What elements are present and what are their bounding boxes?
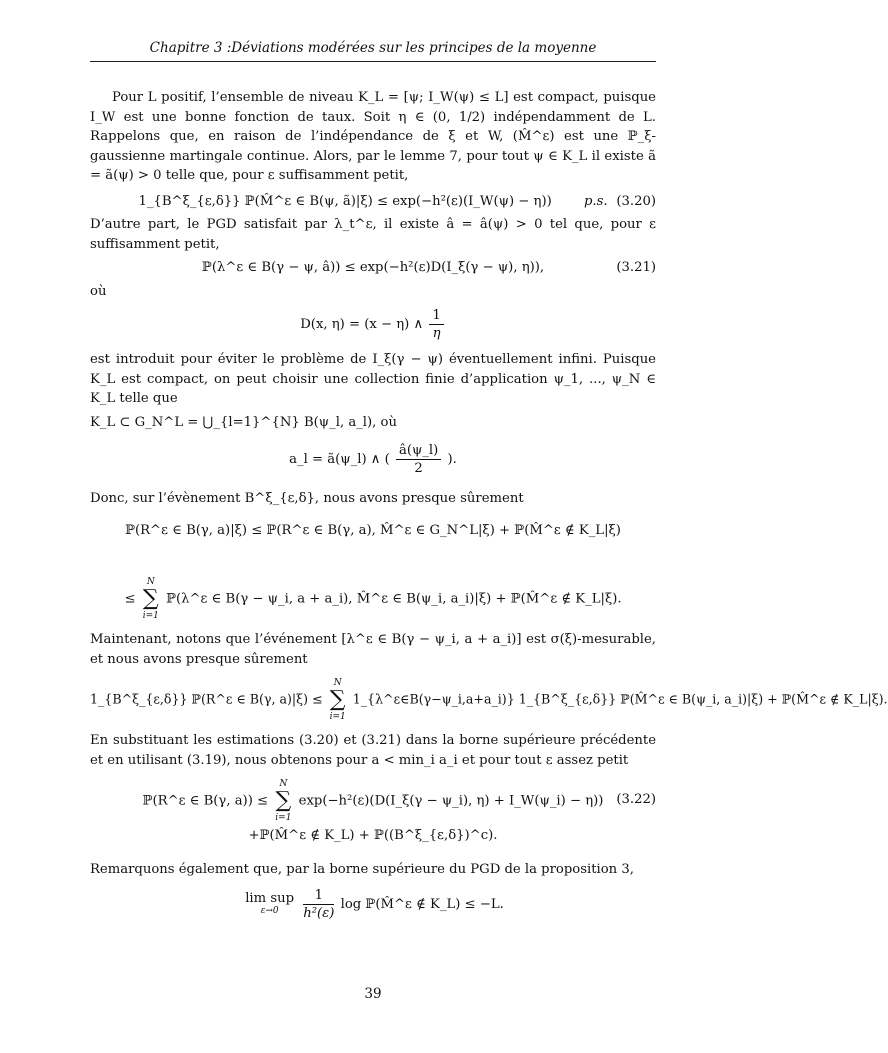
equation-C-right: 1_{λ^ε∈B(γ−ψ_i,a+a_i)} 1_{B^ξ_{ε,δ}} ℙ(M̂^ε ∈ B(ψ_i, a_i)|ξ) + ℙ(M̂^ε ∉ K_L|ξ). — [352, 691, 888, 707]
equation-A — [90, 521, 656, 541]
equation-B-left: ≤ — [124, 591, 136, 607]
equation-B-right: ℙ(λ^ε ∈ B(γ − ψ_i, a + a_i), M̂^ε ∈ B(ψ_i, a_i)|ξ) + ℙ(M̂^ε ∉ K_L|ξ). — [166, 591, 622, 607]
header-rule — [90, 61, 656, 62]
sum-operator-C — [330, 677, 346, 723]
sum-3-22-sigma: ∑ — [275, 788, 292, 813]
equation-3-22-line2 — [90, 826, 656, 846]
equation-F-denominator: h²(ε) — [303, 906, 335, 921]
limsup-operator — [245, 890, 295, 917]
paragraph-5: Donc, sur l’évènement B^ξ_{ε,δ}, nous avons presque sûrement — [90, 491, 524, 506]
page-body — [90, 88, 888, 922]
equation-3-21-body: ℙ(λ^ε ∈ B(γ − ψ, â)) ≤ exp(−h²(ε)D(I_ξ(γ − ψ), η)), — [201, 260, 545, 275]
equation-3-22-right: exp(−h²(ε)(D(I_ξ(γ − ψ_i), η) + I_W(ψ_i) − η)) — [298, 793, 604, 809]
paragraph-4-union — [90, 413, 656, 433]
equation-3-20 — [90, 192, 656, 212]
equation-al-numerator: â(ψ_l) — [396, 442, 441, 460]
limsup-subscript: ε→0 — [260, 905, 279, 916]
sum-operator-3-22 — [275, 778, 291, 824]
sum-3-22-upper: N — [279, 779, 288, 789]
equation-D-denominator: η — [432, 326, 441, 341]
sum-B-sigma: ∑ — [142, 586, 159, 611]
equation-number-3-20: (3.20) — [616, 193, 656, 209]
equation-F-right: log ℙ(M̂^ε ∉ K_L) ≤ −L. — [340, 897, 504, 912]
sum-C-upper: N — [333, 678, 342, 688]
equation-al — [90, 442, 656, 477]
paragraph-3: où — [90, 283, 107, 299]
equation-D-numerator: 1 — [429, 307, 443, 325]
equation-al-right: ). — [447, 452, 457, 467]
equation-number-3-22: (3.22) — [616, 792, 656, 807]
equation-al-denominator: 2 — [414, 461, 423, 476]
paragraph-2: D’autre part, le PGD satisfait par λ_t^ε, il existe â = â(ψ) > 0 tel que, pour ε suffisamment petit, — [90, 217, 656, 252]
paragraph-4: est introduit pour éviter le problème de I_ξ(γ − ψ) éventuellement infini. Puisque K_L est compact, on peut choisir une collection finie d’application ψ_1, ..., ψ_N ∈ K_L telle que — [90, 352, 656, 406]
equation-F — [90, 887, 656, 922]
equation-A-body: ℙ(R^ε ∈ B(γ, a)|ξ) ≤ ℙ(R^ε ∈ B(γ, a), M̂^ε ∈ G_N^L|ξ) + ℙ(M̂^ε ∉ K_L|ξ) — [125, 522, 621, 538]
paragraph-1: Pour L positif, l’ensemble de niveau K_L = [ψ; I_W(ψ) ≤ L] est compact, puisque I_W est une bonne fonction de taux. Soit η ∈ (0, 1/2) indépendamment de L. Rappelons que, en raison de l’indépendance de ξ et W, (M̂^ε) est une ℙ_ξ-gaussienne martingale continue. Alors, par le lemme 7, pour tout ψ ∈ K_L il existe ã = ã(ψ) > 0 telle que, pour ε suffisamment petit, — [90, 90, 656, 183]
paragraph-7: En substituant les estimations (3.20) et (3.21) dans la borne supérieure précédente et en utilisant (3.19), nous obtenons pour a < min_i a_i et pour tout ε assez petit — [90, 733, 656, 768]
equation-C-left: 1_{B^ξ_{ε,δ}} ℙ(R^ε ∈ B(γ, a)|ξ) ≤ — [90, 691, 323, 707]
equation-3-22-line2-body: +ℙ(M̂^ε ∉ K_L) + ℙ((B^ξ_{ε,δ})^c). — [248, 828, 498, 843]
paragraph-6: Maintenant, notons que l’événement [λ^ε ∈ B(γ − ψ_i, a + a_i)] est σ(ξ)-mesurable, et nous avons presque sûrement — [90, 632, 656, 667]
equation-D — [90, 307, 656, 342]
equation-B — [90, 576, 656, 622]
limsup-label: lim sup — [245, 890, 295, 906]
paragraph-4-where: , où — [372, 414, 397, 430]
equation-number-3-21: (3.21) — [616, 260, 656, 275]
sum-operator-B — [143, 576, 159, 622]
equation-D-fraction — [429, 307, 443, 342]
equation-3-20-body: 1_{B^ξ_{ε,δ}} ℙ(M̂^ε ∈ B(ψ, ã)|ξ) ≤ exp(−h²(ε)(I_W(ψ) − η)) — [138, 193, 552, 209]
equation-3-22-left: ℙ(R^ε ∈ B(γ, a)) ≤ — [142, 793, 269, 809]
paragraph-8: Remarquons également que, par la borne supérieure du PGD de la proposition 3, — [90, 861, 634, 877]
sum-C-sigma: ∑ — [329, 687, 346, 712]
equation-KL: K_L ⊂ G_N^L = ⋃_{l=1}^{N} B(ψ_l, a_l) — [90, 414, 373, 430]
equation-3-21 — [90, 258, 656, 278]
page-number: 39 — [364, 986, 382, 1002]
equation-al-left: a_l = ã(ψ_l) ∧ ( — [289, 452, 390, 467]
equation-3-20-ps: p.s. — [583, 193, 608, 209]
equation-C — [90, 677, 888, 723]
sum-C-lower: i=1 — [329, 712, 346, 722]
equation-D-left: D(x, η) = (x − η) ∧ — [300, 317, 424, 332]
sum-B-upper: N — [146, 577, 155, 587]
equation-al-fraction — [396, 442, 441, 477]
equation-F-numerator: 1 — [303, 887, 334, 905]
equation-F-fraction — [303, 887, 334, 922]
sum-3-22-lower: i=1 — [275, 813, 292, 823]
sum-B-lower: i=1 — [142, 611, 159, 621]
equation-3-22 — [90, 778, 656, 824]
running-header: Chapitre 3 :Déviations modérées sur les principes de la moyenne — [149, 40, 597, 56]
